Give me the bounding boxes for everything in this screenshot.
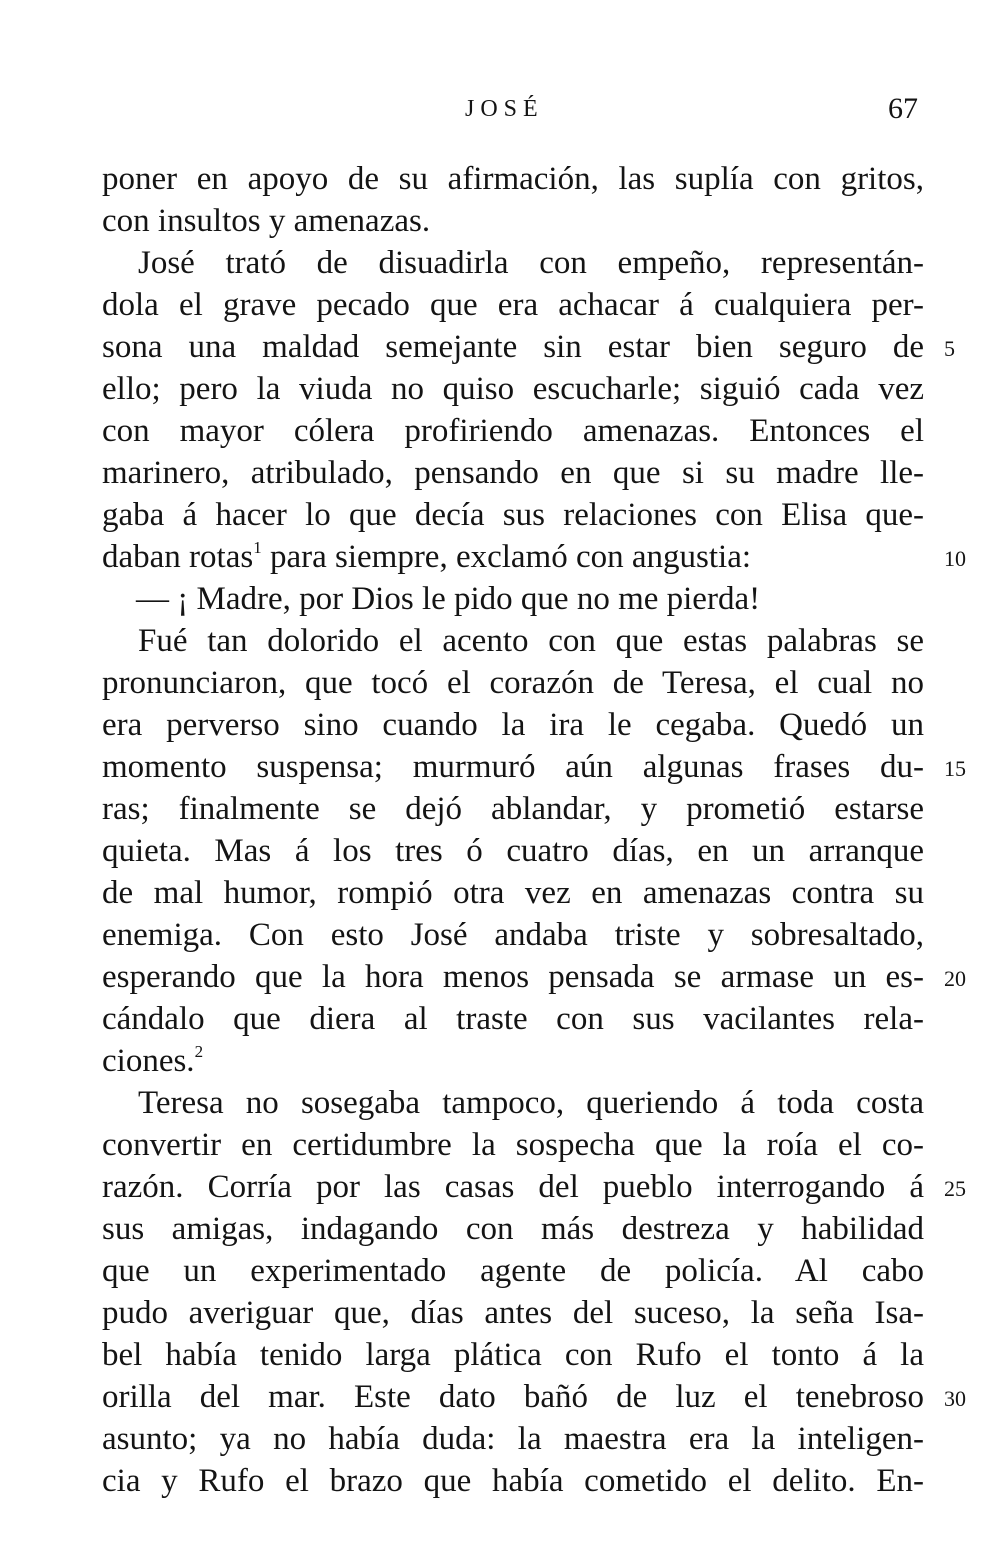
text-line: esperando que la hora menos pensada se armase un es- 20 — [102, 956, 924, 998]
text-line: razón. Corría por las casas del pueblo interrogando á 25 — [102, 1166, 924, 1208]
page-header — [0, 92, 1000, 136]
text-line: ras; finalmente se dejó ablandar, y prometió estarse — [102, 791, 924, 827]
line-number: 5 — [944, 336, 955, 361]
text-line: poner en apoyo de su afirmación, las suplía con gritos, — [102, 161, 924, 197]
text-line: que un experimentado agente de policía. Al cabo — [102, 1253, 924, 1289]
text-line: Fué tan dolorido el acento con que estas palabras se — [138, 623, 924, 659]
text-line: — ¡ Madre, por Dios le pido que no me pierda! — [136, 581, 761, 617]
text-line: sus amigas, indagando con más destreza y habilidad — [102, 1211, 924, 1247]
text-line: bel había tenido larga plática con Rufo el tonto á la — [102, 1337, 924, 1373]
text-line: pudo averiguar que, días antes del suceso, la seña Isa- — [102, 1295, 924, 1331]
text-line: cia y Rufo el brazo que había cometido el delito. En- — [102, 1463, 924, 1499]
text-line: pronunciaron, que tocó el corazón de Teresa, el cual no — [102, 665, 924, 701]
line-number: 30 — [944, 1386, 966, 1411]
line-number: 25 — [944, 1176, 966, 1201]
text-line: quieta. Mas á los tres ó cuatro días, en un arranque — [102, 833, 924, 869]
line-number: 20 — [944, 966, 966, 991]
text-line: momento suspensa; murmuró aún algunas frases du- 15 — [102, 746, 924, 788]
text-line: daban rotas$^1$ para siempre, exclamó con angustia: 10 — [102, 536, 924, 578]
text-line: era perverso sino cuando la ira le cegaba. Quedó un — [102, 707, 924, 743]
text-line: sona una maldad semejante sin estar bien seguro de 5 — [102, 326, 924, 368]
text-line: asunto; ya no había duda: la maestra era la inteligen- — [102, 1421, 924, 1457]
text-line: orilla del mar. Este dato bañó de luz el tenebroso 30 — [102, 1376, 924, 1418]
text-line: de mal humor, rompió otra vez en amenazas contra su — [102, 875, 924, 911]
footnote-marker: 2 — [194, 1042, 204, 1061]
footnote-marker: 1 — [253, 538, 262, 557]
line-number: 15 — [944, 756, 966, 781]
text-line: enemiga. Con esto José andaba triste y sobresaltado, — [102, 917, 924, 953]
text-line: gaba á hacer lo que decía sus relaciones con Elisa que- — [102, 497, 924, 533]
text-line: José trató de disuadirla con empeño, representán- — [138, 245, 924, 281]
line-number: 10 — [944, 546, 966, 571]
text-line: con mayor cólera profiriendo amenazas. Entonces el — [102, 413, 924, 449]
text-line: Teresa no sosegaba tampoco, queriendo á toda costa — [138, 1085, 924, 1121]
text-line: con insultos y amenazas. — [102, 203, 431, 239]
text-line: dola el grave pecado que era achacar á cualquiera per- — [102, 287, 924, 323]
text-line: cándalo que diera al traste con sus vacilantes rela- — [102, 1001, 924, 1037]
text-line: marinero, atribulado, pensando en que si su madre lle- — [102, 455, 924, 491]
text-line: ello; pero la viuda no quiso escucharle; siguió cada vez — [102, 371, 924, 407]
page-number: 67 — [888, 92, 918, 125]
running-head: JOSÉ — [465, 96, 544, 122]
body-text — [102, 158, 966, 1502]
text-line: convertir en certidumbre la sospecha que la roía el co- — [102, 1127, 924, 1163]
text-line: ciones.$^2$ — [102, 1042, 204, 1079]
